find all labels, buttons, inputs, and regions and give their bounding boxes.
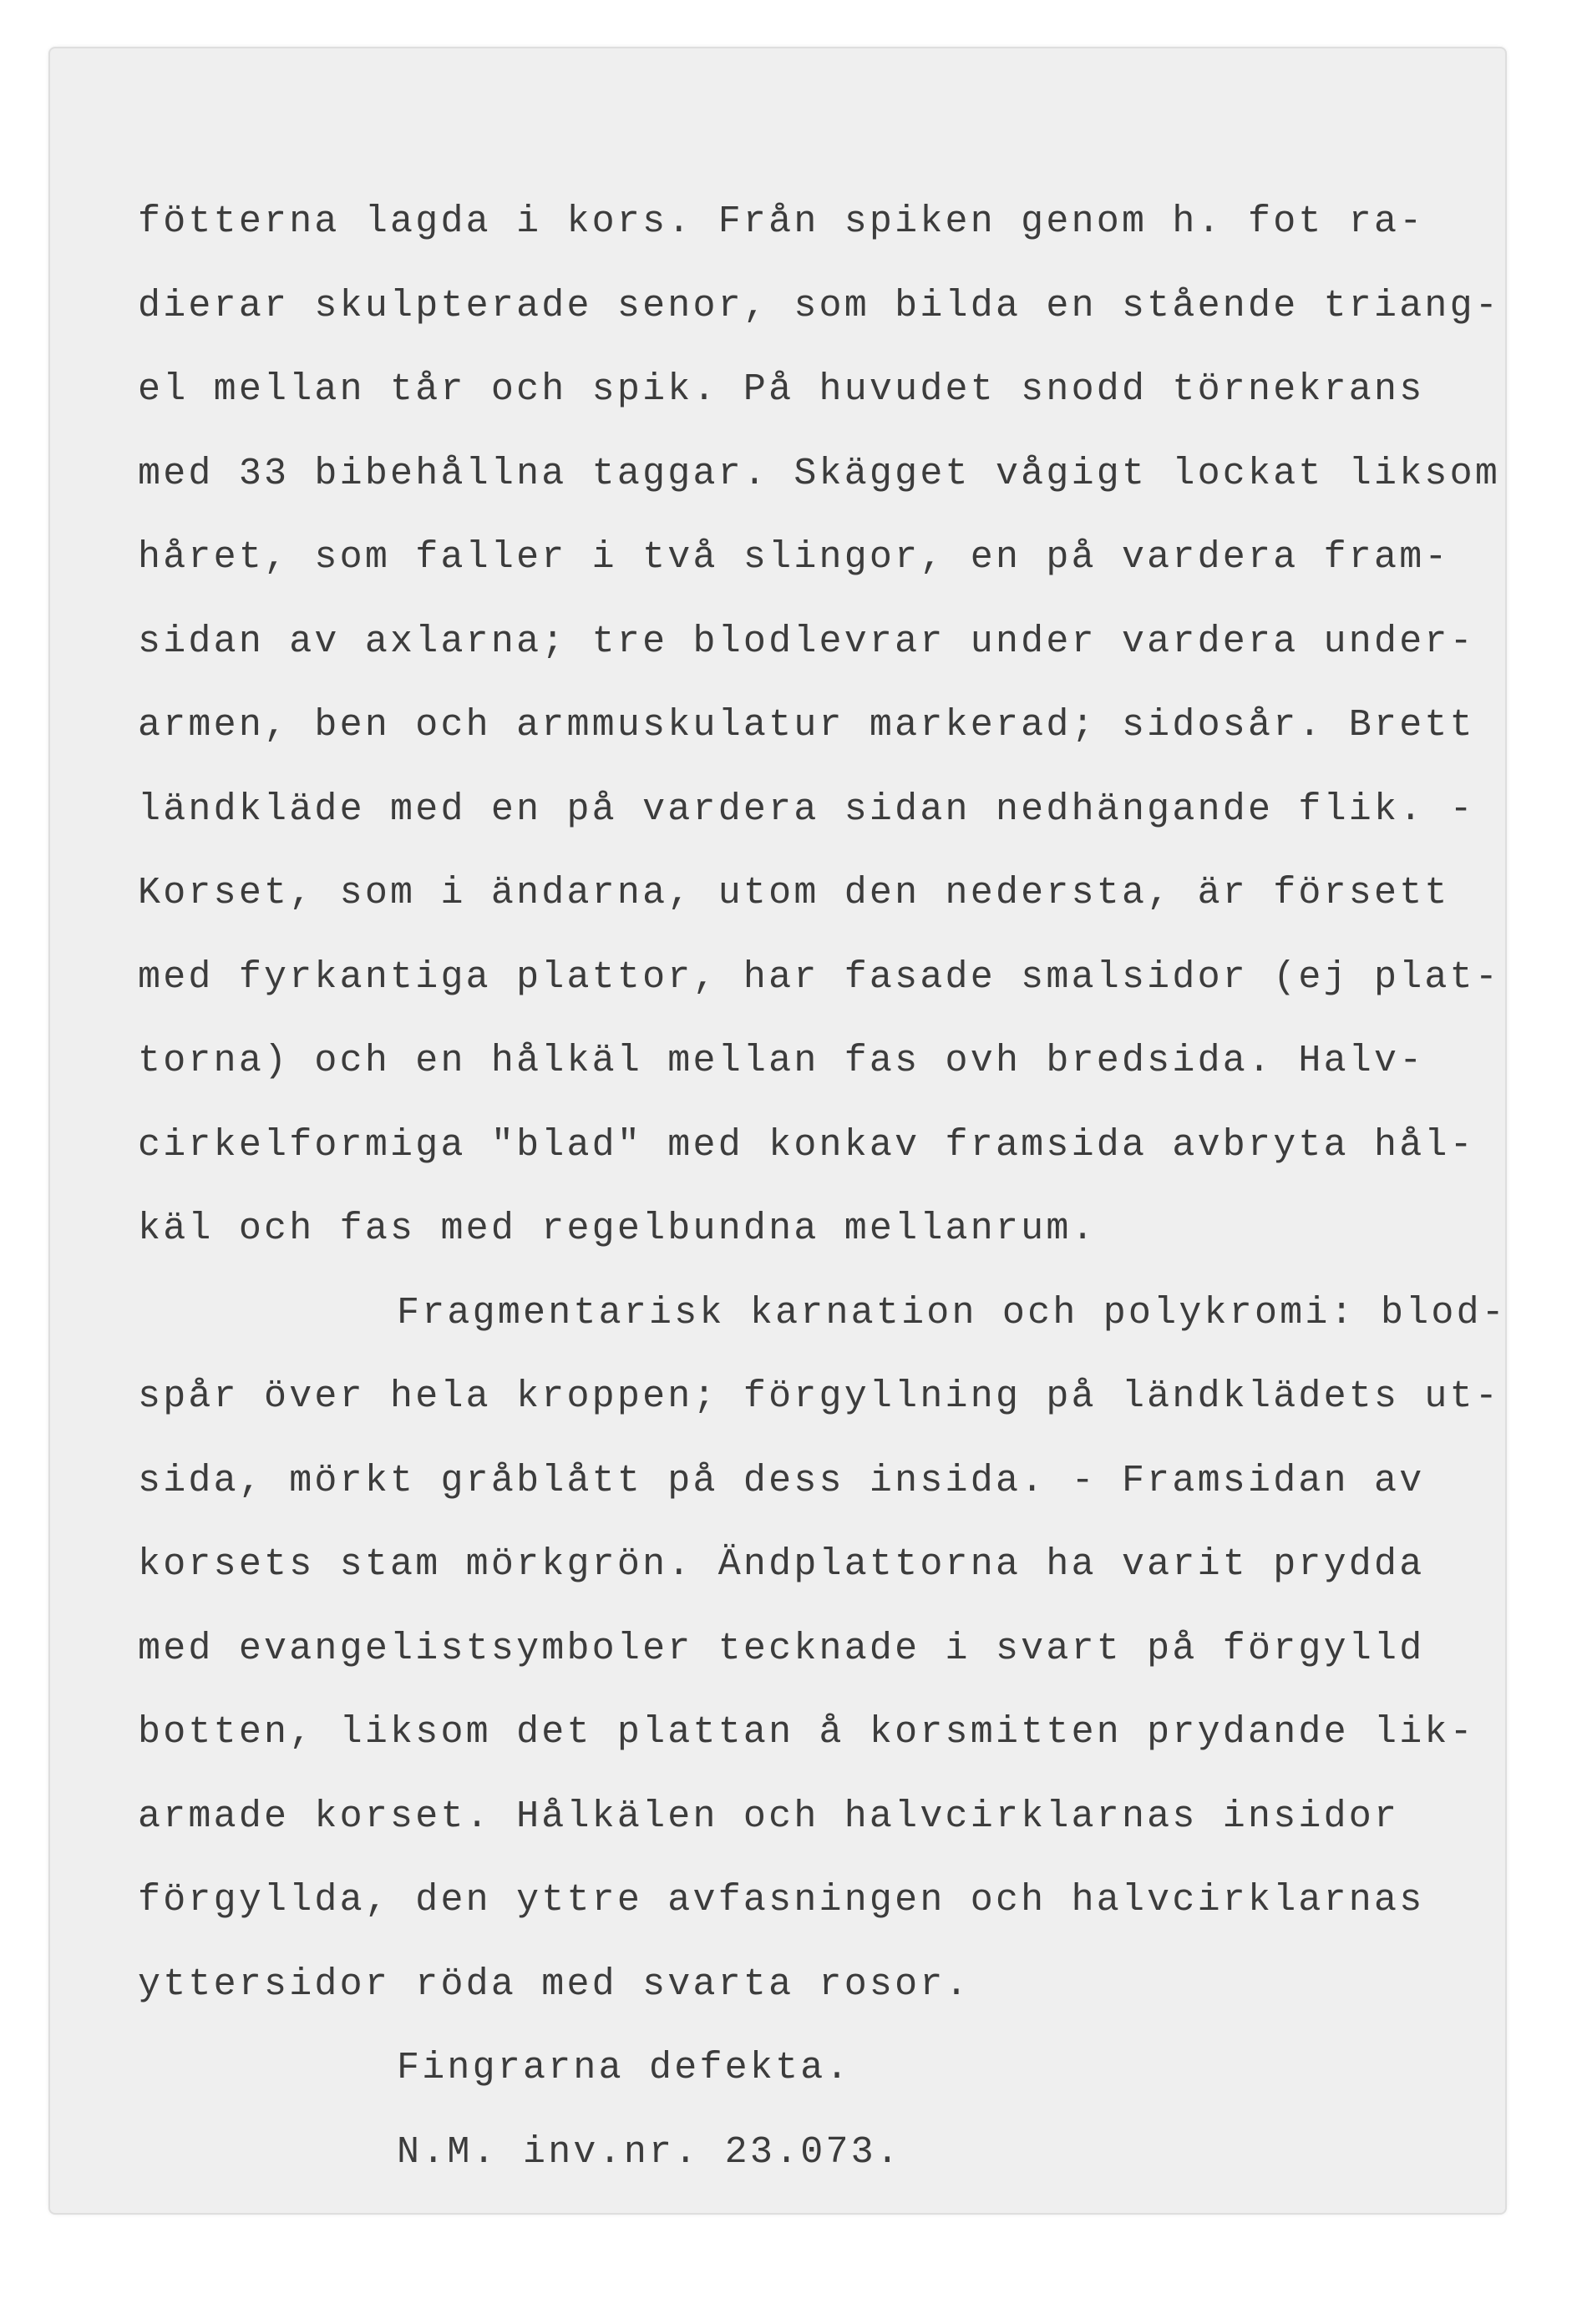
text-line: med fyrkantiga plattor, har fasade smalsidor (ej plat- <box>138 955 1501 999</box>
text-line: armen, ben och armmuskulatur markerad; sidosår. Brett <box>138 704 1475 747</box>
text-line: käl och fas med regelbundna mellanrum. <box>138 1208 1097 1250</box>
text-line: ländkläde med en på vardera sidan nedhängande flik. - <box>138 787 1475 831</box>
inventory-number: N.M. inv.nr. 23.073. <box>397 2130 902 2174</box>
text-line: sidan av axlarna; tre blodlevrar under vardera under- <box>138 620 1475 663</box>
text-line: håret, som faller i två slingor, en på vardera fram- <box>138 536 1450 579</box>
text-line: Fingrarna defekta. <box>397 2047 851 2089</box>
text-line: yttersidor röda med svarta rosor. <box>138 1962 971 2006</box>
text-line: fötterna lagda i kors. Från spiken genom h. fot ra- <box>138 200 1425 243</box>
text-line: korsets stam mörkgrön. Ändplattorna ha varit prydda <box>138 1543 1425 1586</box>
text-line: cirkelformiga "blad" med konkav framsida avbryta hål- <box>138 1123 1475 1167</box>
text-line: spår över hela kroppen; förgyllning på ländklädets ut- <box>138 1375 1501 1418</box>
text-line: botten, liksom det plattan å korsmitten prydande lik- <box>138 1711 1475 1754</box>
text-line: armade korset. Hålkälen och halvcirklarnas insidor <box>138 1795 1400 1838</box>
typewritten-text <box>138 190 1508 2205</box>
text-line: el mellan tår och spik. På huvudet snodd törnekrans <box>138 368 1425 411</box>
text-line: Fragmentarisk karnation och polykromi: blod- <box>397 1291 1507 1334</box>
text-line: med 33 bibehållna taggar. Skägget vågigt lockat liksom <box>138 452 1501 495</box>
text-line: förgyllda, den yttre avfasningen och halvcirklarnas <box>138 1879 1425 1921</box>
text-line: sida, mörkt gråblått på dess insida. - Framsidan av <box>138 1459 1425 1502</box>
text-line: dierar skulpterade senor, som bilda en stående triang- <box>138 284 1501 327</box>
text-line: Korset, som i ändarna, utom den nedersta, är försett <box>138 872 1450 914</box>
text-line: torna) och en hålkäl mellan fas ovh bredsida. Halv- <box>138 1040 1425 1082</box>
text-line: med evangelistsymboler tecknade i svart på förgylld <box>138 1627 1425 1670</box>
